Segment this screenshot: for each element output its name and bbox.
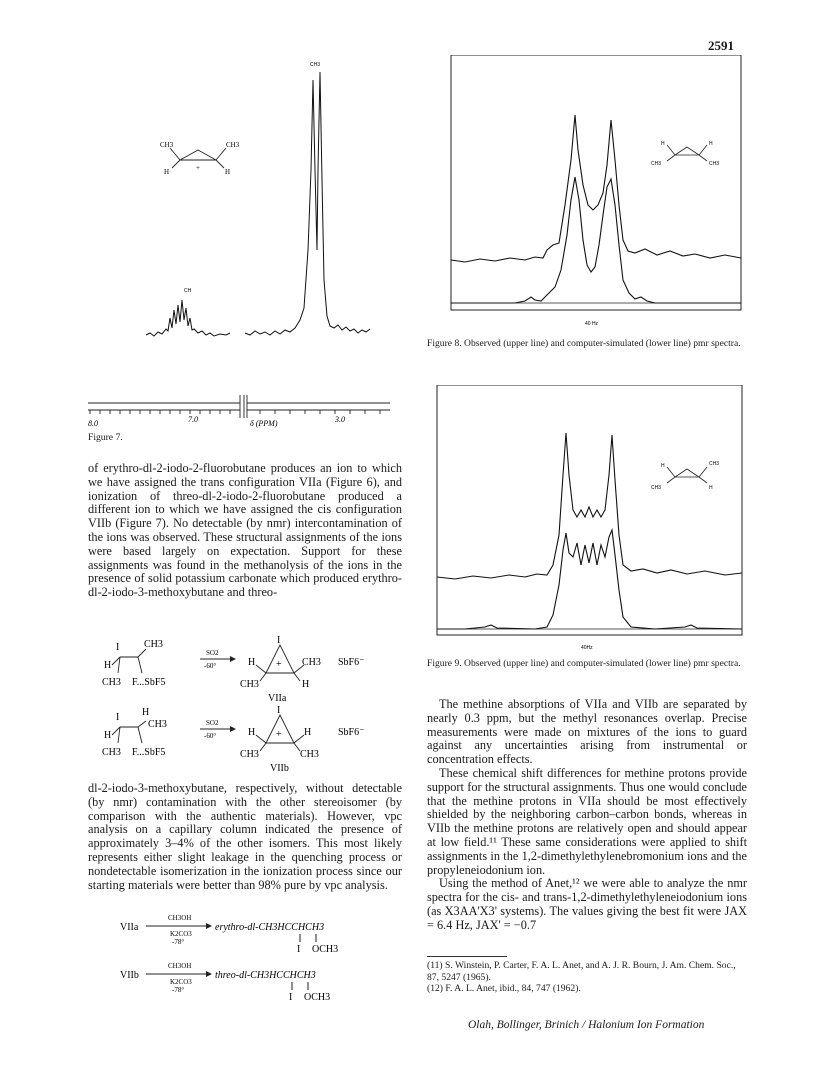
- figure-8-caption: Figure 8. Observed (upper line) and computer-simulated (lower line) pmr spectra.: [427, 338, 741, 349]
- rxn1-reagent-bottom-1: K2CO3: [170, 930, 192, 938]
- scheme1-reactant-ch3-bottom: CH3: [102, 677, 121, 688]
- footnote-rule: [427, 956, 507, 957]
- fig7-methine-trace: [146, 300, 230, 336]
- rxn2-reagent-bottom-2: -78°: [172, 986, 185, 994]
- fig7-h-left: H: [164, 168, 170, 176]
- fig7-tick-3: 3.0: [335, 415, 345, 424]
- figure-7-spectrum: [80, 50, 410, 430]
- fig7-ch3-left: CH3: [160, 141, 174, 149]
- scheme2-product-h-left: H: [248, 727, 256, 738]
- fig9-ch3-right: CH3: [709, 461, 720, 467]
- scheme2-reactant-bonds: [112, 721, 146, 743]
- fig9-simulated-trace: [437, 530, 742, 629]
- rxn1-reagent-bottom-2: -78°: [172, 938, 185, 946]
- scheme1-counterion: SbF6⁻: [338, 657, 365, 668]
- fig9-structure: [667, 467, 707, 483]
- footnote-12: (12) F. A. L. Anet, ibid., 84, 747 (1962).: [427, 983, 581, 994]
- fig7-axis-label: δ (PPM): [250, 419, 278, 428]
- footnote-11: (11) S. Winstein, P. Carter, F. A. L. Anet, and A. J. R. Bourn, J. Am. Chem. Soc., 87, 5247 (1965).: [427, 960, 736, 983]
- rxn2-reagent-top: CH3OH: [168, 962, 192, 970]
- fig9-frame: [437, 385, 742, 635]
- scheme2-reactant-h-left: H: [104, 730, 112, 741]
- rxn1-reagent-top: CH3OH: [168, 914, 192, 922]
- scheme1-reactant-i: I: [116, 642, 120, 653]
- scheme1-product-label: VIIa: [268, 693, 287, 704]
- fig7-tick-7: 7.0: [188, 415, 198, 424]
- scheme2-product-ch3-left: CH3: [240, 749, 259, 760]
- right-paragraph-3: Using the method of Anet,¹² we were able to analyze the nmr spectra for the cis- and trans-1,2-dimethylethyleneiodonium ions (as X3AA'X3' systems). The values giving the best fit were JAX = 6.4 Hz, JAX' = −0.7: [427, 876, 747, 932]
- rxn2-product: threo-dl-CH3HCCHCH3: [215, 970, 316, 981]
- fig9-ch3-left: CH3: [651, 485, 662, 491]
- scheme1-reactant-ch3-top: CH3: [144, 639, 163, 650]
- right-paragraph-1: The methine absorptions of VIIa and VIIb are separated by nearly 0.3 ppm, but the methyl resonances overlap. Precise measurements were made on mixtures of the ions to guard against any uncertainties arising from instrumental or concentration effects.: [427, 697, 747, 767]
- rxn2-sub-och3: OCH3: [304, 992, 331, 1003]
- fig9-h-left: H: [661, 463, 665, 469]
- fig8-scale-label: 40 Hz: [585, 321, 599, 327]
- scheme1-arrowhead: [230, 656, 236, 662]
- scheme2-reactant-ch3-bottom: CH3: [102, 747, 121, 758]
- scheme2-reactant-h-top: H: [142, 707, 150, 718]
- scheme1-reagent-top: SO2: [206, 649, 219, 657]
- figure-9-caption: Figure 9. Observed (upper line) and computer-simulated (lower line) pmr spectra.: [427, 658, 741, 669]
- fig7-methyl-label: CH3: [310, 62, 321, 68]
- figure-8-spectrum: [425, 55, 745, 330]
- scheme-2: [90, 705, 410, 775]
- scheme-1: [90, 635, 410, 705]
- fig8-h-right: H: [709, 141, 713, 147]
- rxn2-reactant: VIIb: [120, 970, 139, 981]
- rxn2-sub-i: I: [289, 992, 293, 1003]
- rxn1-reactant: VIIa: [120, 922, 139, 933]
- footnotes: [427, 960, 747, 995]
- scheme2-arrowhead: [230, 726, 236, 732]
- fig8-ch3-left: CH3: [651, 161, 662, 167]
- running-footer: Olah, Bollinger, Brinich / Halonium Ion Formation: [468, 1019, 705, 1031]
- scheme1-product-h-left: H: [248, 657, 256, 668]
- left-paragraph-1: [88, 462, 402, 600]
- scheme2-reactant-i: I: [116, 712, 120, 723]
- scheme2-reactant-f: F...SbF5: [132, 747, 166, 758]
- scheme2-product-charge: +: [276, 729, 282, 740]
- scheme2-counterion: SbF6⁻: [338, 727, 365, 738]
- page-number: 2591: [708, 38, 734, 53]
- fig7-h-right: H: [225, 168, 231, 176]
- figure-7-caption: Figure 7.: [88, 432, 123, 443]
- scheme1-product-charge: +: [276, 659, 282, 670]
- fig7-charge: +: [196, 164, 200, 172]
- scheme1-product-i: I: [277, 635, 281, 646]
- fig8-h-left: H: [661, 141, 665, 147]
- scheme1-product-h-right: H: [302, 679, 310, 690]
- fig8-simulated-trace: [451, 177, 741, 303]
- rxn2-reagent-bottom-1: K2CO3: [170, 978, 192, 986]
- rxn1-sub-i: I: [297, 944, 301, 955]
- left-text-1: of erythro-dl-2-iodo-2-fluorobutane produces an ion to which we have assigned the trans configuration VIIa (Figure 6), and ionization of threo-dl-2-iodo-2-fluorobutane produced a different ion to which we have assigned the cis configuration VIIb (Figure 7). No detectable (by nmr) intercontamination of the ions was observed. These structural assignments of the ions were based largely on expectation. Support for these assignments was found in the methanolysis of the ions in the presence of solid potassium carbonate which produced erythro-dl-2-iodo-3-methoxybutane and threo-: [88, 461, 402, 600]
- fig8-observed-trace: [451, 115, 741, 262]
- methanolysis-reactions: [120, 912, 410, 1012]
- rxn2-arrowhead: [206, 971, 212, 977]
- scheme1-product-ch3-left: CH3: [240, 679, 259, 690]
- right-paragraph-2: These chemical shift differences for methine protons provide support for the structural assignments. Thus one would conclude that the methine protons in VIIa should be most effectively shielded by the neighboring carbon–carbon bonds, whereas in VIIb the methine protons are relatively open and should appear at low field.¹¹ These same considerations were applied to shift assignments in the 1,2-dimethylethylenebromonium ions and the propyleneiodonium ion.: [427, 765, 747, 877]
- fig7-ch3-right: CH3: [226, 141, 240, 149]
- fig8-frame: [451, 55, 741, 310]
- fig7-tick-8: 8.0: [88, 419, 98, 428]
- rxn1-product: erythro-dl-CH3HCCHCH3: [215, 922, 325, 933]
- figure-9-spectrum: [425, 385, 745, 653]
- scheme2-reagent-top: SO2: [206, 719, 219, 727]
- scheme2-reactant-ch3: CH3: [148, 719, 167, 730]
- scheme2-product-h-right: H: [304, 727, 312, 738]
- scheme1-reactant-f: F...SbF5: [132, 677, 166, 688]
- scheme2-reagent-bottom: -60°: [204, 732, 217, 740]
- scheme1-product-ch3-right: CH3: [302, 657, 321, 668]
- fig8-ch3-right: CH3: [709, 161, 720, 167]
- fig9-scale-label: 40Hz: [581, 645, 593, 651]
- left-paragraph-2: [88, 782, 402, 892]
- left-text-2: dl-2-iodo-3-methoxybutane, respectively, without detectable (by nmr) contamination with the other stereoisomer (by comparison with the authentic materials). However, vpc analysis on a capillary column indicated the presence of approximately 3–4% of the other isomers. This most likely represents either slight leakage in the quenching process or nondetectable isomerization in the ionization process since our starting materials were better than 98% pure by vpc analysis.: [88, 781, 402, 892]
- scheme2-product-label: VIIb: [270, 763, 289, 774]
- rxn1-arrowhead: [206, 923, 212, 929]
- scheme1-reagent-bottom: -60°: [204, 662, 217, 670]
- fig7-methine-label: CH: [184, 288, 192, 294]
- scheme1-reactant-h: H: [104, 660, 112, 671]
- right-column-text: [427, 698, 747, 933]
- fig9-observed-trace: [437, 433, 742, 579]
- scheme2-product-ch3-right: CH3: [300, 749, 319, 760]
- fig7-methyl-trace: [245, 72, 370, 335]
- scheme2-product-i: I: [277, 705, 281, 716]
- fig8-structure: [667, 145, 707, 161]
- rxn1-sub-och3: OCH3: [312, 944, 339, 955]
- fig9-h-right: H: [709, 485, 713, 491]
